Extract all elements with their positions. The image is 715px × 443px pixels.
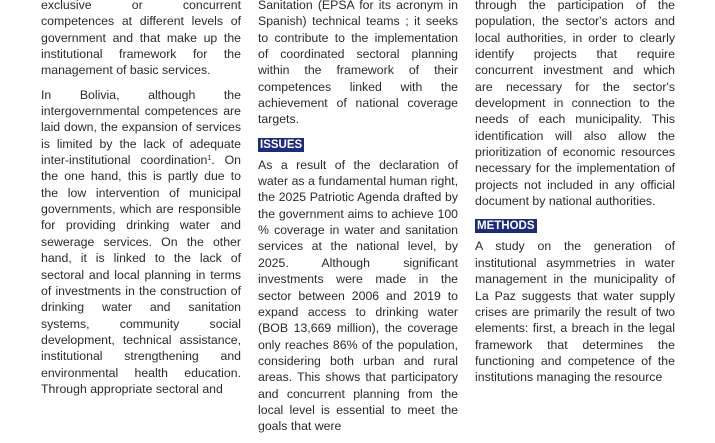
paragraph: Sanitation (EPSA for its acronym in Spanish) technical teams ; it seeks to contribute to the implementation of coordinated sectoral planning within the framework of their competences linked with the achievement of national coverage targets. bbox=[258, 0, 458, 127]
paragraph: through the participation of the population, the sector's actors and local authorities, in order to clearly identify projects that require concurrent investment and which are necessary for the sector's development in connection to the needs of each municipality. This identification will also allow the prioritization of economic resources necessary for the implementation of projects not included in any official document by national authorities. bbox=[475, 0, 675, 209]
paragraph-text: In Bolivia, although the intergovernmental competences are laid down, the expansion of services is limited by the lack of adequate inter-institutional coordination bbox=[41, 87, 241, 168]
paragraph: As a result of the declaration of water as a fundamental human right, the 2025 Patriotic Agenda drafted by the government aims to achieve 100 % coverage in water and sanitation services at the national level, by 2025. Although significant investments were made in the sector between 2006 and 2019 to expand access to drinking water (BOB 13,669 million), the coverage only reaches 86% of the population, considering both urban and rural areas. This shows that participatory and concurrent planning from the local level is essential to meet the goals that were bbox=[258, 157, 458, 434]
section-heading-methods: METHODS bbox=[477, 220, 535, 233]
text-column-middle bbox=[258, 0, 458, 443]
paragraph: exclusive or concurrent competences at different levels of government and that make up the institutional framework for the management of basic services. bbox=[41, 0, 241, 78]
paragraph: A study on the generation of institutional asymmetries in water management in the municipality of La Paz suggests that water supply crises are primarily the result of two elements: first, a breach in the legal framework that determines the functioning and competence of the institutions managing the resource bbox=[475, 239, 675, 385]
text-column-right bbox=[475, 0, 675, 394]
paragraph-text: . On the one hand, this is partly due to the low intervention of municipal governments, which are responsible for providing drinking water and sewerage services. On the other hand, it is linked to the lack of sectoral and local planning in terms of investments in the construction of drinking water and sanitation systems, community social development, technical assistance, institutional strengthening and environmental health education. Through appropriate sectoral and bbox=[41, 153, 241, 396]
section-heading-issues: ISSUES bbox=[260, 138, 303, 151]
text-column-left bbox=[41, 0, 241, 405]
paragraph bbox=[41, 87, 241, 398]
footnote-marker: 1 bbox=[207, 155, 212, 163]
